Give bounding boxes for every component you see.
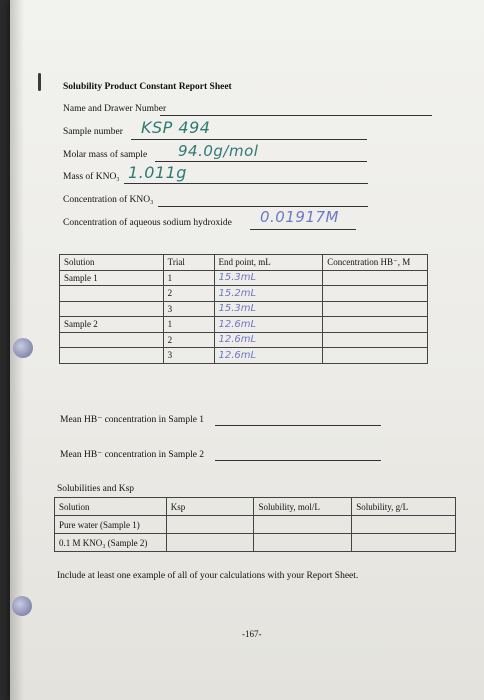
concentration-cell [323,301,428,317]
endpoint-cell: 15.3mL [214,270,323,286]
header-concentration: Concentration HB⁻, M [323,255,428,271]
conc-kno3-line [158,206,368,207]
page-title: Solubility Product Constant Report Sheet [63,82,232,92]
table-header-row [60,255,428,271]
table-row [55,516,456,534]
trial-cell: 1 [163,317,214,333]
solution-cell [60,301,164,317]
endpoint-cell: 12.6mL [214,317,323,333]
page-number: -167- [242,629,262,639]
conc-naoh-value: 0.01917M [260,208,339,226]
solution-cell: Sample 2 [60,317,164,333]
header-endpoint: End point, mL [214,255,323,271]
name-line [160,115,432,116]
solution-cell [60,286,164,302]
sample-number-value: KSP 494 [141,118,211,137]
solution-cell: Pure water (Sample 1) [55,516,167,534]
report-sheet-page [10,0,484,700]
trial-cell: 2 [163,332,214,348]
concentration-cell [323,348,428,364]
solution-cell: Sample 1 [60,270,164,286]
table-row [60,270,428,286]
trial-cell: 1 [163,270,214,286]
header-trial: Trial [163,255,214,271]
endpoint-cell: 12.6mL [214,348,323,364]
header-ksp: Ksp [166,498,254,516]
mean-sample2-label: Mean HB⁻ concentration in Sample 2 [60,450,205,460]
table-row [60,348,428,364]
trial-cell: 3 [163,301,214,317]
concentration-cell [323,332,428,348]
instruction-text: Include at least one example of all of your calculations with your Report Sheet. [57,571,359,581]
titration-table [59,254,428,364]
concentration-cell [323,286,428,302]
solubility-table [54,497,456,552]
molar-mass-value: 94.0g/mol [178,142,259,160]
table-row [60,286,428,302]
table-row [60,317,428,333]
sample-number-line [131,139,367,140]
binder-hole-icon [13,338,33,358]
mean-sample2-line [215,460,381,461]
binder-hole-icon [12,596,32,616]
mean-sample1-label: Mean HB⁻ concentration in Sample 1 [60,415,205,425]
header-solution: Solution [60,255,164,271]
solubility-mol-cell [254,516,352,534]
table-row [60,301,428,317]
sample-number-label: Sample number [63,127,123,137]
solution-cell: 0.1 M KNO₃ (Sample 2) [55,534,167,552]
solubility-g-cell [352,534,456,552]
conc-kno3-label: Concentration of KNO₃ [63,195,154,205]
mass-kno3-value: 1.011g [128,163,187,182]
mean-sample1-line [215,425,381,426]
molar-mass-label: Molar mass of sample [63,150,148,160]
header-solubility-g: Solubility, g/L [352,498,456,516]
solution-cell [60,348,164,364]
ksp-cell [166,516,254,534]
solubility-mol-cell [254,534,352,552]
molar-mass-line [155,161,367,162]
concentration-cell [323,270,428,286]
solubilities-title: Solubilities and Ksp [57,484,135,494]
conc-naoh-label: Concentration of aqueous sodium hydroxide [63,218,232,228]
endpoint-cell: 15.3mL [214,301,323,317]
concentration-cell [323,317,428,333]
binder-mark [38,73,41,91]
endpoint-cell: 15.2mL [214,286,323,302]
table-row [60,332,428,348]
mass-kno3-line [124,183,368,184]
mass-kno3-label: Mass of KNO₃ [63,172,120,182]
endpoint-cell: 12.6mL [214,332,323,348]
solution-cell [60,332,164,348]
name-label: Name and Drawer Number [63,104,167,114]
ksp-cell [166,534,254,552]
table-row [55,534,456,552]
header-solution: Solution [55,498,167,516]
solubility-g-cell [352,516,456,534]
conc-naoh-line [250,229,356,230]
trial-cell: 3 [163,348,214,364]
trial-cell: 2 [163,286,214,302]
header-solubility-mol: Solubility, mol/L [254,498,352,516]
table-header-row [55,498,456,516]
